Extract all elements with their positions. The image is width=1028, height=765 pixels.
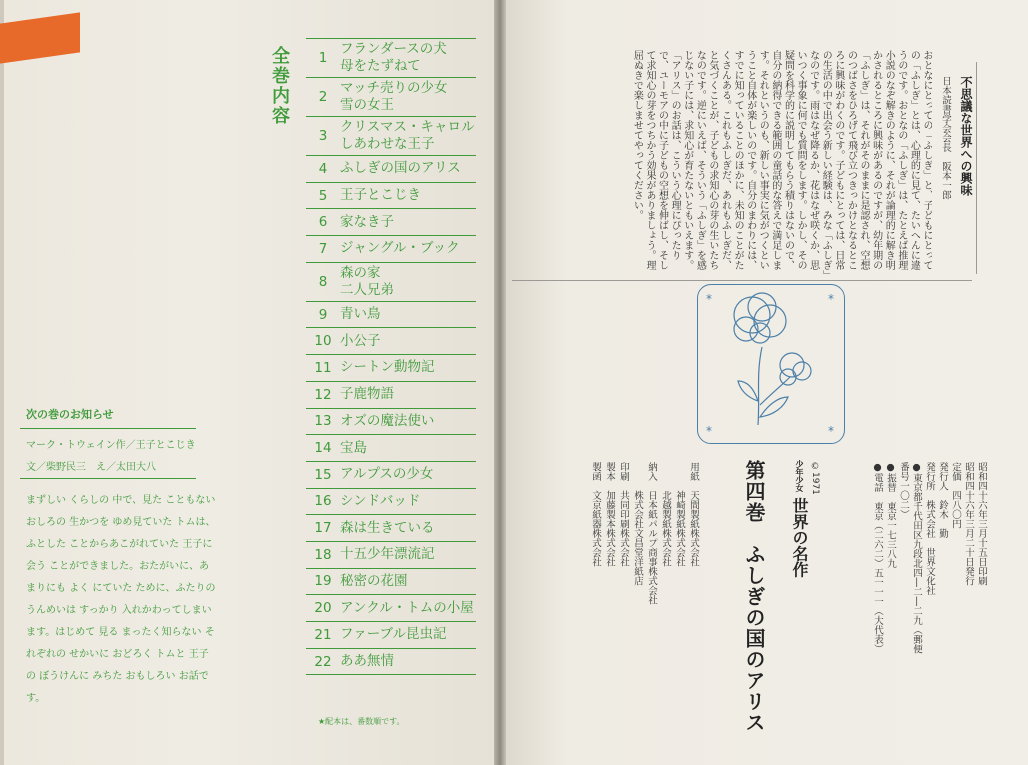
printer-line: 北越製紙株式会社 [660, 462, 671, 567]
printer-line: 製函 文京紙器株式会社 [590, 462, 601, 567]
toc-number: 20 [314, 600, 332, 617]
toc-number: 8 [318, 273, 328, 290]
toc-number: 11 [314, 359, 332, 376]
printer-line: 用紙 天間製紙株式会社 [688, 462, 699, 567]
svg-text:*: * [706, 292, 712, 306]
toc-title: アンクル・トムの小屋 [340, 599, 474, 616]
colophon-line: ●振替 東京一七三八九 [885, 462, 896, 568]
toc-number: 21 [314, 626, 332, 643]
toc-row [306, 117, 476, 156]
toc-title: 王子とこじき [340, 187, 421, 204]
colophon-line: 発行人 鈴木 勤 [937, 462, 948, 538]
svg-text:*: * [828, 424, 834, 438]
printer-line: 製本 加藤製本株式会社 [604, 462, 615, 567]
next-volume-summary: まずしい くらしの 中で、見た こともない おしろの 生かつを ゆめ見ていた トムは、ふとした ことからあこがれていた 王子に 会う ことができました。おたがいに、あまりにも よく にていた ために、ふたりのうんめいは すっかり 入れかわってしまいます。はじめて 見る まったく知らない それぞれの せかいに おどろく トムと 王子の ぼうけんに みちた おもしろい お話です。 [26, 495, 216, 704]
printer-line: 株式会社文昌堂洋紙店 [632, 462, 643, 586]
divider [976, 62, 977, 274]
svg-text:*: * [828, 292, 834, 306]
toc-title: ああ無情 [340, 653, 394, 670]
essay-author: 日本読書学会会長 阪本一郎 [940, 76, 951, 200]
toc-title: 森の家 二人兄弟 [340, 264, 394, 298]
toc-row [306, 569, 476, 596]
essay-body: おとなにとっての「ふしぎ」と、子どもにとっての「ふしぎ」とは、心理的に見て、たいへんに違うのです。おとなの「ふしぎ」は、たとえば推理小説のなぞ解きのように、それが論理的に解き明かされるところに興味があるのですが、幼年期の「ふしぎ」は、それがそのままに是認され、空想のつばさをひろげて飛び立つきっかけとなるところに興味がわくのです。子どもにとっては、日常の生活の中で出会う新しい経験は、みな「ふしぎ」なのです。雨はなぜ降るか、花はなぜ咲くか、思いつく事象に何でも質問をします。しかし、その疑問を科学的に説明してもらう積りはないので、自分の納得できる範囲の童話的な答えで満足します。それというのも、新しい事実に気がつくということ自体が楽しいのです。自分のまわりには、すでに知っていることのほかに、未知のことがたくさんある。これもふしぎだ、あれもふしぎだ、と気づくことが、子どもの求知心の芽の生いたちなのです。逆にいえば、そういう「ふしぎ」を感じない子には、求知心が育たないともいえます。「アリス」のお話は、こういう心理にぴったりで、ユーモアの中に子どもの空想を伸ばし、そして求知心の芽をつちかう効果がありましょう。理屈ぬきで楽しませてやってください。 [631, 50, 932, 275]
toc-number: 3 [318, 128, 328, 144]
toc-number: 16 [314, 493, 332, 510]
toc-row [306, 209, 476, 236]
toc-title: シートン動物記 [340, 359, 435, 376]
svg-text:*: * [706, 424, 712, 438]
toc-row [306, 622, 476, 649]
toc-number: 19 [314, 573, 332, 590]
toc-title: 家なき子 [340, 213, 394, 230]
toc-title: オズの魔法使い [340, 412, 435, 429]
toc-number: 5 [318, 187, 328, 204]
toc-number: 1 [318, 50, 328, 66]
toc-title: ふしぎの国のアリス [340, 160, 461, 177]
flower-illustration [697, 284, 845, 444]
colophon [840, 462, 988, 662]
toc-list [306, 38, 476, 675]
printers-list [560, 462, 700, 682]
toc-row [306, 462, 476, 489]
toc-title: 青い鳥 [340, 306, 381, 323]
toc-title: 森は生きている [340, 519, 435, 536]
toc-title: シンドバッド [340, 492, 421, 509]
essay-title: 不思議な世界への興味 [959, 76, 973, 196]
colophon-line: 昭和四十六年三月十五日印刷 [976, 462, 987, 586]
toc-row [306, 156, 476, 183]
toc-number: 7 [318, 240, 328, 257]
series-title [788, 460, 811, 578]
printer-line: 印刷 共同印刷株式会社 [618, 462, 629, 567]
toc-number: 9 [318, 306, 328, 323]
toc-row [306, 542, 476, 569]
next-volume-author: マーク・トウェイン作／王子とこじき [26, 440, 196, 451]
book-spine [494, 0, 506, 765]
toc-note: ★配本は、番数順です。 [318, 717, 405, 726]
toc-title: 十五少年漂流記 [340, 546, 435, 563]
toc-number: 17 [314, 520, 332, 537]
toc-number: 22 [314, 653, 332, 670]
toc-number: 2 [318, 89, 328, 105]
next-volume-heading: 次の巻のお知らせ [26, 408, 114, 421]
copyright: ©1971 [810, 462, 820, 495]
toc-title: ジャングル・ブック [340, 240, 460, 257]
colophon-line: 定価 四八〇円 [950, 462, 961, 529]
divider [20, 428, 196, 429]
toc-heading: 全巻内容 [269, 46, 290, 126]
toc-row [306, 183, 476, 210]
toc-title: 子鹿物語 [340, 386, 394, 403]
colophon-line: 昭和四十六年三月二十日発行 [963, 462, 974, 586]
toc-number: 4 [318, 160, 328, 177]
printer-line: 神崎製紙株式会社 [674, 462, 685, 567]
toc-row [306, 355, 476, 382]
toc-number: 10 [314, 333, 332, 350]
toc-title: クリスマス・キャロル しあわせな王子 [340, 119, 475, 152]
toc-row [306, 263, 476, 302]
toc-row [306, 435, 476, 462]
toc-row [306, 649, 476, 676]
toc-title: ファーブル昆虫記 [340, 626, 447, 643]
toc-row [306, 409, 476, 436]
colophon-line: ●東京都千代田区九段北四―二―二九（郵便番号一〇二） [898, 462, 922, 654]
divider [512, 280, 972, 281]
toc-number: 13 [314, 413, 332, 430]
toc-title: 秘密の花園 [340, 572, 408, 589]
toc-row [306, 382, 476, 409]
volume-title: 第四巻 ふしぎの国のアリス [742, 460, 766, 733]
toc-row [306, 515, 476, 542]
toc-row [306, 38, 476, 78]
toc-number: 12 [314, 386, 332, 403]
toc-title: マッチ売りの少女 雪の女王 [340, 80, 448, 113]
toc-title: 宝島 [340, 439, 367, 456]
toc-row [306, 489, 476, 516]
printer-line: 納入 日本紙パルプ商事株式会社 [646, 462, 657, 605]
toc-title: フランダースの犬 母をたずねて [340, 41, 447, 74]
toc-row [306, 236, 476, 263]
toc-row [306, 595, 476, 622]
toc-row [306, 328, 476, 355]
toc-title: 小公子 [340, 332, 381, 349]
series-small: 少年少女 [795, 460, 804, 492]
divider [20, 478, 196, 479]
toc-row [306, 302, 476, 329]
toc-number: 18 [314, 546, 332, 563]
toc-number: 14 [314, 440, 332, 457]
toc-number: 15 [314, 466, 332, 483]
toc-row [306, 78, 476, 117]
series-name: 世界の名作 [790, 497, 809, 578]
colophon-line: 発行所 株式会社 世界文化社 [924, 462, 935, 595]
toc-number: 6 [318, 214, 328, 231]
toc-title: アルプスの少女 [340, 466, 434, 483]
next-volume-credits: 文／柴野民三 え／太田大八 [26, 462, 156, 473]
flower-icon [698, 285, 844, 443]
colophon-line: ●電話 東京（二六二）五一一一（大代表） [872, 462, 883, 654]
